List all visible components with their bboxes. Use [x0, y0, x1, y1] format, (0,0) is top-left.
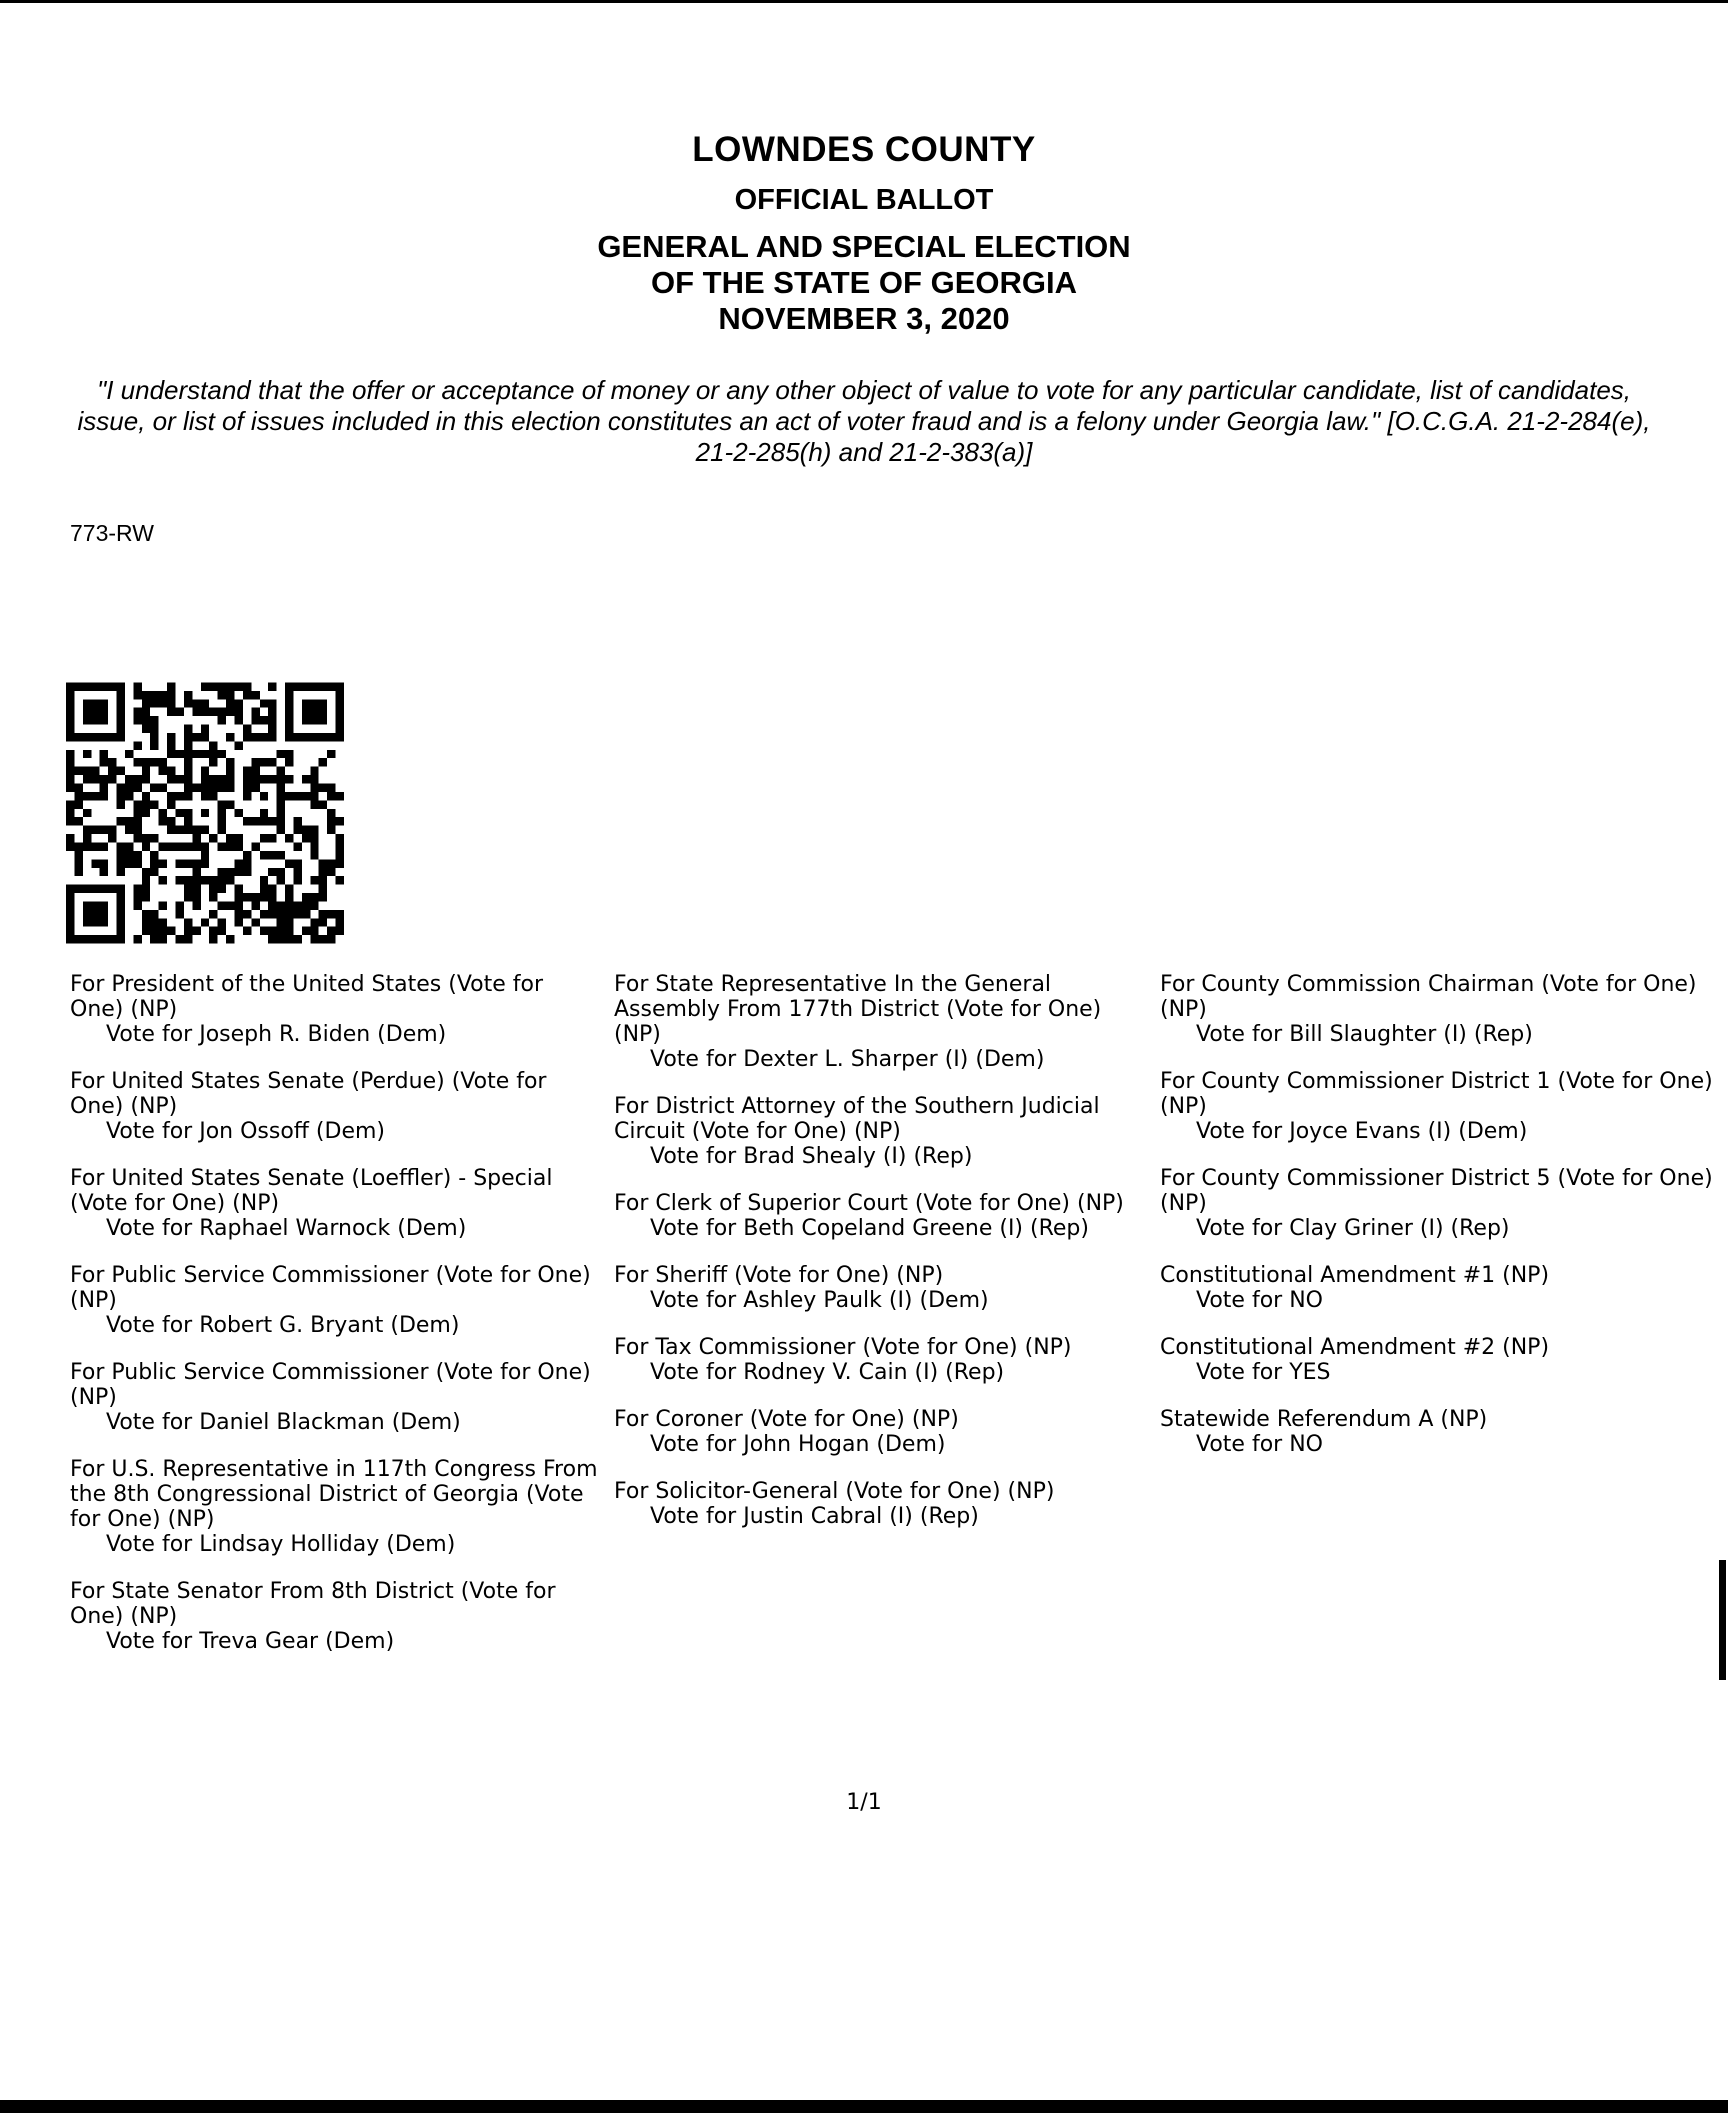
- race-item: [70, 1360, 600, 1435]
- race-item: [614, 1263, 1154, 1313]
- race-choice: Vote for Rodney V. Cain (I) (Rep): [650, 1360, 1005, 1385]
- race-item: [614, 1407, 1154, 1457]
- race-title: For County Commissioner District 1 (Vote for One) (NP): [1160, 1069, 1713, 1119]
- race-title: Constitutional Amendment #2 (NP): [1160, 1335, 1550, 1360]
- race-title: For State Senator From 8th District (Vote for One) (NP): [70, 1579, 556, 1629]
- race-choice: Vote for Daniel Blackman (Dem): [106, 1410, 461, 1435]
- race-choice: Vote for Jon Ossoff (Dem): [106, 1119, 386, 1144]
- race-item: [1160, 1407, 1715, 1457]
- race-item: [70, 1069, 600, 1144]
- race-item: [614, 1191, 1154, 1241]
- race-item: [614, 1479, 1154, 1529]
- race-item: [1160, 972, 1715, 1047]
- race-choice: Vote for YES: [1196, 1360, 1331, 1385]
- race-title: For Public Service Commissioner (Vote for One) (NP): [70, 1360, 591, 1410]
- race-title: For Solicitor-General (Vote for One) (NP): [614, 1479, 1055, 1504]
- race-title: For Tax Commissioner (Vote for One) (NP): [614, 1335, 1072, 1360]
- race-item: [70, 1263, 600, 1338]
- race-title: For County Commission Chairman (Vote for One) (NP): [1160, 972, 1697, 1022]
- race-title: For State Representative In the General Assembly From 177th District (Vote for One) (NP): [614, 972, 1102, 1047]
- ballot-header: [0, 130, 1728, 337]
- race-item: [614, 1094, 1154, 1169]
- ballot-style-code: 773-RW: [70, 520, 154, 546]
- race-item: [1160, 1335, 1715, 1385]
- race-choice: Vote for Justin Cabral (I) (Rep): [650, 1504, 979, 1529]
- race-choice: Vote for Ashley Paulk (I) (Dem): [650, 1288, 989, 1313]
- race-choice: Vote for Raphael Warnock (Dem): [106, 1216, 467, 1241]
- race-item: [614, 1335, 1154, 1385]
- race-title: For District Attorney of the Southern Judicial Circuit (Vote for One) (NP): [614, 1094, 1100, 1144]
- race-title: For Sheriff (Vote for One) (NP): [614, 1263, 944, 1288]
- county-title: LOWNDES COUNTY: [692, 130, 1036, 169]
- ballot-column-2: [614, 972, 1154, 1551]
- race-title: For Clerk of Superior Court (Vote for One) (NP): [614, 1191, 1124, 1216]
- race-choice: Vote for Joseph R. Biden (Dem): [106, 1022, 447, 1047]
- race-choice: Vote for Joyce Evans (I) (Dem): [1196, 1119, 1528, 1144]
- ballot-column-3: [1160, 972, 1715, 1479]
- scan-edge-top: [0, 0, 1728, 3]
- scan-edge-right: [1719, 1560, 1726, 1680]
- race-choice: Vote for Robert G. Bryant (Dem): [106, 1313, 460, 1338]
- race-title: For County Commissioner District 5 (Vote for One) (NP): [1160, 1166, 1713, 1216]
- race-choice: Vote for NO: [1196, 1432, 1323, 1457]
- race-choice: Vote for NO: [1196, 1288, 1323, 1313]
- race-item: [1160, 1069, 1715, 1144]
- race-choice: Vote for Bill Slaughter (I) (Rep): [1196, 1022, 1533, 1047]
- scan-edge-bottom: [0, 2100, 1728, 2113]
- qr-code-icon: [66, 682, 344, 944]
- race-item: [70, 1457, 600, 1557]
- election-line-2: OF THE STATE OF GEORGIA: [651, 265, 1077, 300]
- election-date: NOVEMBER 3, 2020: [718, 301, 1010, 336]
- ballot-type: OFFICIAL BALLOT: [734, 184, 994, 216]
- race-choice: Vote for Treva Gear (Dem): [106, 1629, 395, 1654]
- ballot-column-1: [70, 972, 600, 1676]
- race-title: For Coroner (Vote for One) (NP): [614, 1407, 959, 1432]
- race-title: For U.S. Representative in 117th Congress From the 8th Congressional District of Georgia (Vote for One) (NP): [70, 1457, 598, 1532]
- election-line-1: GENERAL AND SPECIAL ELECTION: [597, 229, 1131, 264]
- voter-oath: "I understand that the offer or acceptance of money or any other object of value to vote for any particular candidate, list of candidates, issue, or list of issues included in this election constitutes an act of voter fraud and is a felony under Georgia law." [O.C.G.A. 21-2-284(e), 21-2-285(h) and 21-2-383(a)]: [77, 375, 1651, 467]
- race-choice: Vote for Brad Shealy (I) (Rep): [650, 1144, 973, 1169]
- page-number: 1/1: [846, 1790, 882, 1815]
- race-item: [1160, 1166, 1715, 1241]
- race-title: Statewide Referendum A (NP): [1160, 1407, 1488, 1432]
- race-item: [614, 972, 1154, 1072]
- race-title: For United States Senate (Perdue) (Vote for One) (NP): [70, 1069, 547, 1119]
- race-item: [70, 1166, 600, 1241]
- race-item: [1160, 1263, 1715, 1313]
- race-choice: Vote for Lindsay Holliday (Dem): [106, 1532, 456, 1557]
- race-title: For Public Service Commissioner (Vote for One) (NP): [70, 1263, 591, 1313]
- race-title: Constitutional Amendment #1 (NP): [1160, 1263, 1550, 1288]
- race-choice: Vote for Clay Griner (I) (Rep): [1196, 1216, 1510, 1241]
- race-title: For President of the United States (Vote for One) (NP): [70, 972, 544, 1022]
- race-title: For United States Senate (Loeffler) - Special (Vote for One) (NP): [70, 1166, 553, 1216]
- race-item: [70, 972, 600, 1047]
- race-choice: Vote for John Hogan (Dem): [650, 1432, 946, 1457]
- race-item: [70, 1579, 600, 1654]
- race-choice: Vote for Beth Copeland Greene (I) (Rep): [650, 1216, 1089, 1241]
- race-choice: Vote for Dexter L. Sharper (I) (Dem): [650, 1047, 1045, 1072]
